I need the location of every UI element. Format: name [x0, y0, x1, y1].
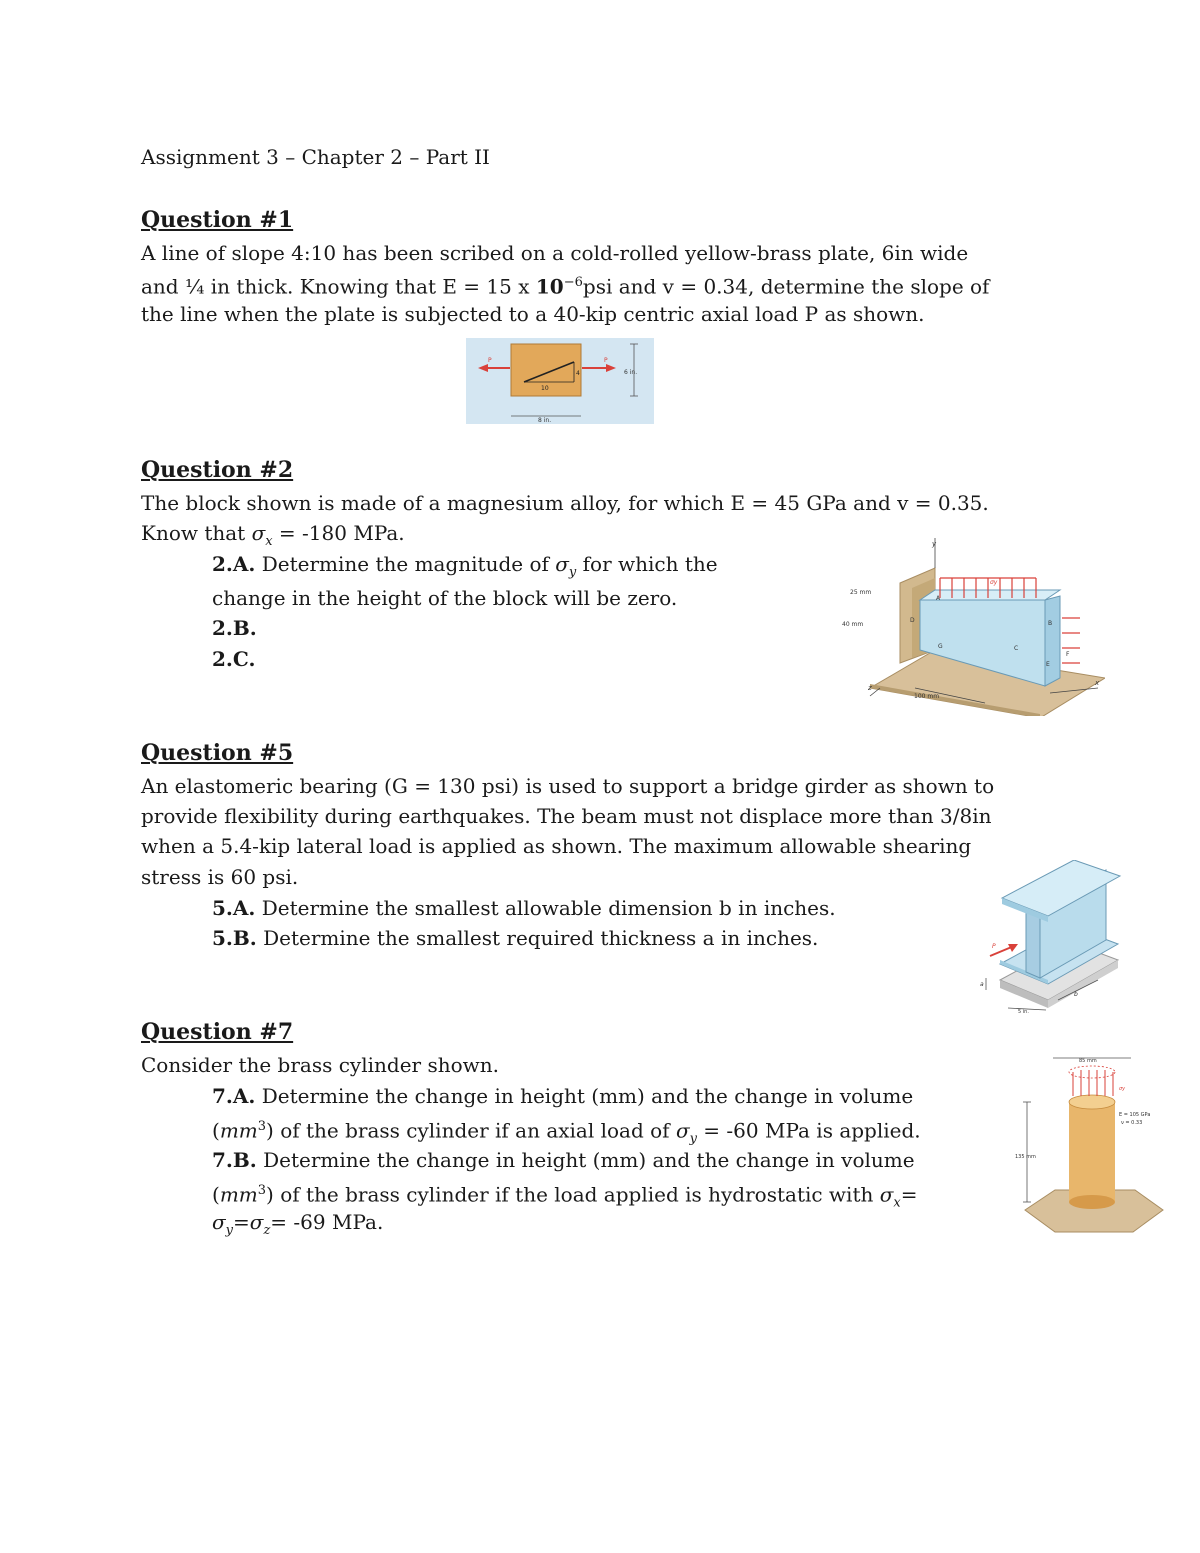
q7b-line-2: $(mm^3)$ of the brass cylinder if the load applied is hydrostatic with $\sigma_x=$ [212, 1182, 918, 1211]
q5-fig-a: a [980, 981, 984, 988]
q2-fig-dim-100: 100 mm [914, 693, 940, 700]
q1-fig-length: 8 in. [538, 417, 552, 424]
q1-plate-figure [466, 338, 654, 424]
q2-fig-dim-40: 40 mm [842, 621, 864, 628]
q7-fig-diameter: 85 mm [1079, 1058, 1097, 1064]
q5a-line: 5.A. Determine the smallest allowable dimension b in inches. [212, 896, 836, 920]
q2-fig-label-a: A [936, 595, 941, 602]
q7b-line-1: 7.B. Determine the change in height (mm) and the change in volume [212, 1148, 915, 1172]
q2-fig-label-e: E [1046, 661, 1050, 668]
q2a-line-2: change in the height of the block will be zero. [212, 586, 678, 610]
q5-fig-p: P [992, 943, 996, 950]
q1-fig-rise: 4 [576, 370, 580, 377]
q7-line-1: Consider the brass cylinder shown. [141, 1053, 499, 1077]
q5-line-2: provide flexibility during earthquakes. The beam must not displace more than 3/8in [141, 804, 992, 828]
question-7-title: Question #7 [141, 1019, 294, 1045]
q7-cylinder-figure [1015, 1050, 1165, 1240]
q7b-line-3: $\sigma_y=\sigma_z= -69$ MPa. [212, 1210, 384, 1238]
q2-fig-label-d: D [910, 617, 915, 624]
q7-fig-nu: ν = 0.33 [1121, 1120, 1143, 1126]
q1-fig-width: 6 in. [624, 369, 638, 376]
q2-block-figure [840, 538, 1105, 716]
assignment-header: Assignment 3 – Chapter 2 – Part II [141, 145, 490, 169]
q2a-label: 2.A. [212, 552, 256, 576]
q1-fig-p-left: P [488, 357, 492, 364]
q7a-label: 7.A. [212, 1084, 256, 1108]
q5-bearing-figure [978, 860, 1123, 1015]
q2a-line-1: 2.A. Determine the magnitude of $\sigma_y$ for which the [212, 552, 718, 580]
q2-fig-y-axis: y [932, 540, 937, 548]
question-2-title: Question #2 [141, 457, 294, 483]
q2b-label: 2.B. [212, 616, 257, 640]
q7b-label: 7.B. [212, 1148, 257, 1172]
question-1-title: Question #1 [141, 207, 294, 233]
q5a-label: 5.A. [212, 896, 256, 920]
q2-fig-sigma: σy [990, 579, 998, 586]
q2-line-2: Know that $\sigma_x = -180$ MPa. [141, 521, 405, 549]
q5-fig-b: b [1074, 991, 1078, 998]
q7a-line-2: $(mm^3)$ of the brass cylinder if an axial load of $\sigma_y = -60$ MPa is applied. [212, 1118, 921, 1147]
q2-line-1: The block shown is made of a magnesium alloy, for which E = 45 GPa and v = 0.35. [141, 491, 989, 515]
q2c-label: 2.C. [212, 647, 256, 671]
q5-fig-length: 5 in. [1018, 1009, 1029, 1015]
q2-fig-dim-25: 25 mm [850, 589, 872, 596]
q5-line-4: stress is 60 psi. [141, 865, 299, 889]
q2-fig-x-axis: x [1095, 679, 1100, 687]
q2-fig-label-f: F [1066, 651, 1070, 658]
q7a-line-1: 7.A. Determine the change in height (mm) and the change in volume [212, 1084, 914, 1108]
q1-line-3: the line when the plate is subjected to a 40-kip centric axial load P as shown. [141, 302, 925, 326]
q5-line-1: An elastomeric bearing (G = 130 psi) is used to support a bridge girder as shown to [141, 774, 995, 798]
q7-fig-sigma: σy [1119, 1086, 1126, 1092]
q5-line-3: when a 5.4-kip lateral load is applied as shown. The maximum allowable shearing [141, 834, 972, 858]
q1-fig-p-right: P [604, 357, 608, 364]
question-5-title: Question #5 [141, 740, 294, 766]
q1-line-2: and ¼ in thick. Knowing that E = 15 x $10^{-6}psi$ and v = 0.34, determine the slope of [141, 274, 990, 299]
q1-fig-run: 10 [541, 385, 549, 392]
q2-fig-label-b: B [1048, 620, 1053, 627]
q7-fig-e: E = 105 GPa [1119, 1112, 1151, 1118]
q1-line-1: A line of slope 4:10 has been scribed on a cold-rolled yellow-brass plate, 6in wide [141, 241, 969, 265]
q2-fig-label-c: C [1014, 645, 1019, 652]
q7-fig-height: 135 mm [1015, 1154, 1036, 1160]
q5b-label: 5.B. [212, 926, 257, 950]
q2-fig-z-axis: z [868, 684, 872, 692]
q2-fig-label-g: G [938, 643, 943, 650]
q5b-line: 5.B. Determine the smallest required thickness a in inches. [212, 926, 819, 950]
